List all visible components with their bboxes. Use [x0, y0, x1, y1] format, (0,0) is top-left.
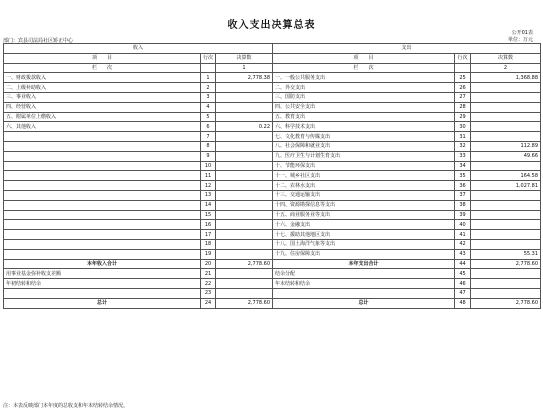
income-amount-cell	[216, 200, 273, 210]
income-line-cell: 10	[201, 161, 216, 171]
income-line-cell: 1	[201, 73, 216, 83]
expense-amount-cell	[471, 122, 541, 132]
income-item-cell	[4, 151, 201, 161]
column-number-row	[4, 63, 541, 73]
expense-item-cell: 年末结转和结余	[273, 279, 455, 289]
expense-line-cell: 39	[455, 210, 471, 220]
income-item-cell: 四、经营收入	[4, 102, 201, 112]
income-line-cell: 5	[201, 112, 216, 122]
table-row	[4, 210, 541, 220]
income-amount-cell	[216, 220, 273, 230]
expense-item-cell	[273, 288, 455, 298]
expense-item-cell: 十三、交通运输支出	[273, 190, 455, 200]
expense-line-cell: 31	[455, 132, 471, 142]
expense-item-cell: 十七、援助其他地区支出	[273, 230, 455, 240]
table-row	[4, 112, 541, 122]
expense-line-cell: 41	[455, 230, 471, 240]
table-row	[4, 73, 541, 83]
expense-line-cell: 45	[455, 269, 471, 279]
table-row	[4, 161, 541, 171]
income-line-cell: 2	[201, 83, 216, 93]
expense-line-cell: 36	[455, 181, 471, 191]
table-row	[4, 102, 541, 112]
expense-amount-cell: 1,027.81	[471, 181, 541, 191]
income-item-cell	[4, 181, 201, 191]
page-title: 收入支出决算总表	[227, 20, 316, 31]
income-line-cell: 6	[201, 122, 216, 132]
income-amount-cell	[216, 239, 273, 249]
income-amount-cell	[216, 190, 273, 200]
income-line-blank	[201, 63, 216, 73]
form-number: 公开01表	[511, 30, 533, 36]
expense-item-header: 项 目	[273, 53, 455, 63]
expense-line-cell: 47	[455, 288, 471, 298]
expense-amount-cell	[471, 239, 541, 249]
expense-item-cell: 七、文化教育与传媒支出	[273, 132, 455, 142]
income-item-cell	[4, 239, 201, 249]
expense-line-cell: 42	[455, 239, 471, 249]
expense-item-cell: 一、一般公共服务支出	[273, 73, 455, 83]
expense-amount-cell	[471, 102, 541, 112]
table-row	[4, 92, 541, 102]
expense-amount-cell	[471, 92, 541, 102]
income-amount-cell: 2,778.60	[216, 298, 273, 308]
income-amount-cell	[216, 83, 273, 93]
income-item-cell	[4, 200, 201, 210]
table-row	[4, 269, 541, 279]
table-row	[4, 151, 541, 161]
expense-amount-cell: 112.89	[471, 141, 541, 151]
expense-amount-cell	[471, 83, 541, 93]
income-item-cell: 本年收入合计	[4, 259, 201, 269]
expense-item-cell: 十四、资源勘探信息等支出	[273, 200, 455, 210]
income-item-cell	[4, 141, 201, 151]
expense-section-label: 支出	[273, 44, 541, 54]
income-item-cell	[4, 132, 201, 142]
income-amount-cell	[216, 279, 273, 289]
income-item-cell: 总计	[4, 298, 201, 308]
income-item-cell	[4, 171, 201, 181]
income-line-cell: 8	[201, 141, 216, 151]
expense-item-cell: 十一、城乡社区支出	[273, 171, 455, 181]
expense-line-cell: 48	[455, 298, 471, 308]
expense-item-cell: 九、医疗卫生与计划生育支出	[273, 151, 455, 161]
expense-item-cell: 十八、国土海洋气象等支出	[273, 239, 455, 249]
table-row	[4, 239, 541, 249]
expense-amount-cell	[471, 269, 541, 279]
expense-amount-cell: 2,778.60	[471, 298, 541, 308]
expense-amount-cell	[471, 210, 541, 220]
income-amount-cell	[216, 288, 273, 298]
expense-amount-cell: 49.66	[471, 151, 541, 161]
table-row	[4, 200, 541, 210]
budget-table-body	[4, 44, 541, 309]
income-line-cell: 20	[201, 259, 216, 269]
table-row	[4, 259, 541, 269]
income-amount-cell	[216, 161, 273, 171]
table-row	[4, 132, 541, 142]
income-item-cell: 年初结转和结余	[4, 279, 201, 289]
income-item-cell: 六、其他收入	[4, 122, 201, 132]
income-line-cell: 7	[201, 132, 216, 142]
expense-item-cell: 本年支出合计	[273, 259, 455, 269]
income-label-header: 栏 次	[4, 63, 201, 73]
table-row	[4, 230, 541, 240]
expense-line-cell: 43	[455, 249, 471, 259]
expense-item-cell: 结余分配	[273, 269, 455, 279]
income-line-cell: 12	[201, 181, 216, 191]
table-row	[4, 288, 541, 298]
organization-label: 部门：宾县司法局社区矫正中心	[3, 38, 74, 44]
income-amount-cell: 0.22	[216, 122, 273, 132]
income-item-cell: 三、事业收入	[4, 92, 201, 102]
income-amount-cell	[216, 210, 273, 220]
column-header-row	[4, 53, 541, 63]
expense-line-blank	[455, 63, 471, 73]
income-line-cell: 17	[201, 230, 216, 240]
expense-item-cell: 八、社会保障和就业支出	[273, 141, 455, 151]
expense-amount-cell	[471, 288, 541, 298]
table-row	[4, 249, 541, 259]
expense-line-cell: 38	[455, 200, 471, 210]
expense-amount-cell: 1,368.88	[471, 73, 541, 83]
income-line-cell: 19	[201, 249, 216, 259]
income-line-cell: 14	[201, 200, 216, 210]
income-line-cell: 4	[201, 102, 216, 112]
table-row	[4, 122, 541, 132]
income-amount-cell	[216, 269, 273, 279]
income-line-cell: 18	[201, 239, 216, 249]
income-line-cell: 23	[201, 288, 216, 298]
expense-item-cell: 二、外交支出	[273, 83, 455, 93]
income-item-cell	[4, 161, 201, 171]
income-section-label: 收入	[4, 44, 273, 54]
expense-item-cell: 十九、住房保障支出	[273, 249, 455, 259]
footnote: 注：本表反映部门本年度的总收支和年末结转结余情况。	[3, 403, 129, 409]
expense-line-cell: 26	[455, 83, 471, 93]
income-line-cell: 11	[201, 171, 216, 181]
expense-amount-cell	[471, 132, 541, 142]
income-line-cell: 16	[201, 220, 216, 230]
income-col-number: 1	[216, 63, 273, 73]
income-amount-cell	[216, 181, 273, 191]
expense-amount-cell	[471, 220, 541, 230]
expense-item-cell: 总计	[273, 298, 455, 308]
expense-item-cell: 十、节能环保支出	[273, 161, 455, 171]
expense-line-cell: 29	[455, 112, 471, 122]
table-row	[4, 141, 541, 151]
expense-amount-cell	[471, 112, 541, 122]
income-amount-cell	[216, 132, 273, 142]
expense-item-cell: 五、教育支出	[273, 112, 455, 122]
income-item-cell	[4, 230, 201, 240]
expense-line-cell: 27	[455, 92, 471, 102]
income-amount-cell	[216, 102, 273, 112]
expense-item-cell: 三、国防支出	[273, 92, 455, 102]
expense-item-cell: 十二、农林水支出	[273, 181, 455, 191]
expense-item-cell: 十五、商业服务业等支出	[273, 210, 455, 220]
expense-line-header: 行次	[455, 53, 471, 63]
expense-line-cell: 35	[455, 171, 471, 181]
expense-item-cell: 四、公共安全支出	[273, 102, 455, 112]
income-item-cell	[4, 288, 201, 298]
expense-line-cell: 33	[455, 151, 471, 161]
income-item-cell	[4, 210, 201, 220]
income-amount-cell	[216, 171, 273, 181]
expense-amount-cell: 164.58	[471, 171, 541, 181]
income-amount-cell	[216, 92, 273, 102]
income-item-cell	[4, 220, 201, 230]
income-line-cell: 3	[201, 92, 216, 102]
section-header-row	[4, 44, 541, 54]
income-item-cell	[4, 190, 201, 200]
income-line-cell: 13	[201, 190, 216, 200]
income-item-cell: 一、财政拨款收入	[4, 73, 201, 83]
income-amount-cell	[216, 112, 273, 122]
table-row	[4, 181, 541, 191]
expense-line-cell: 46	[455, 279, 471, 289]
income-item-header: 项 目	[4, 53, 201, 63]
table-row	[4, 279, 541, 289]
table-row	[4, 220, 541, 230]
income-item-cell: 五、附属单位上缴收入	[4, 112, 201, 122]
table-row	[4, 171, 541, 181]
expense-line-cell: 30	[455, 122, 471, 132]
income-amount-cell: 2,778.38	[216, 73, 273, 83]
table-row	[4, 298, 541, 308]
budget-table	[3, 43, 541, 309]
expense-amount-cell	[471, 230, 541, 240]
income-line-cell: 22	[201, 279, 216, 289]
expense-amount-cell	[471, 279, 541, 289]
income-line-header: 行次	[201, 53, 216, 63]
income-amount-cell: 2,778.60	[216, 259, 273, 269]
expense-line-cell: 25	[455, 73, 471, 83]
income-item-cell: 二、上级补助收入	[4, 83, 201, 93]
expense-line-cell: 40	[455, 220, 471, 230]
expense-amount-cell	[471, 200, 541, 210]
expense-amount-cell	[471, 161, 541, 171]
table-row	[4, 83, 541, 93]
income-line-cell: 21	[201, 269, 216, 279]
income-amount-cell	[216, 249, 273, 259]
expense-line-cell: 34	[455, 161, 471, 171]
expense-amount-cell	[471, 190, 541, 200]
income-amount-cell	[216, 151, 273, 161]
income-line-cell: 15	[201, 210, 216, 220]
expense-amount-cell: 55.31	[471, 249, 541, 259]
expense-line-cell: 44	[455, 259, 471, 269]
income-item-cell	[4, 249, 201, 259]
expense-label-header: 栏 次	[273, 63, 455, 73]
income-amount-header: 决算数	[216, 53, 273, 63]
income-line-cell: 9	[201, 151, 216, 161]
expense-col-number: 2	[471, 63, 541, 73]
income-item-cell: 用事业基金弥补收支差额	[4, 269, 201, 279]
income-amount-cell	[216, 230, 273, 240]
expense-item-cell: 六、科学技术支出	[273, 122, 455, 132]
expense-line-cell: 28	[455, 102, 471, 112]
expense-amount-cell: 2,778.60	[471, 259, 541, 269]
table-row	[4, 190, 541, 200]
expense-line-cell: 37	[455, 190, 471, 200]
expense-line-cell: 32	[455, 141, 471, 151]
unit-label: 单位：万元	[507, 37, 533, 43]
income-amount-cell	[216, 141, 273, 151]
expense-item-cell: 十六、金融支出	[273, 220, 455, 230]
income-line-cell: 24	[201, 298, 216, 308]
expense-amount-header: 决算数	[471, 53, 541, 63]
